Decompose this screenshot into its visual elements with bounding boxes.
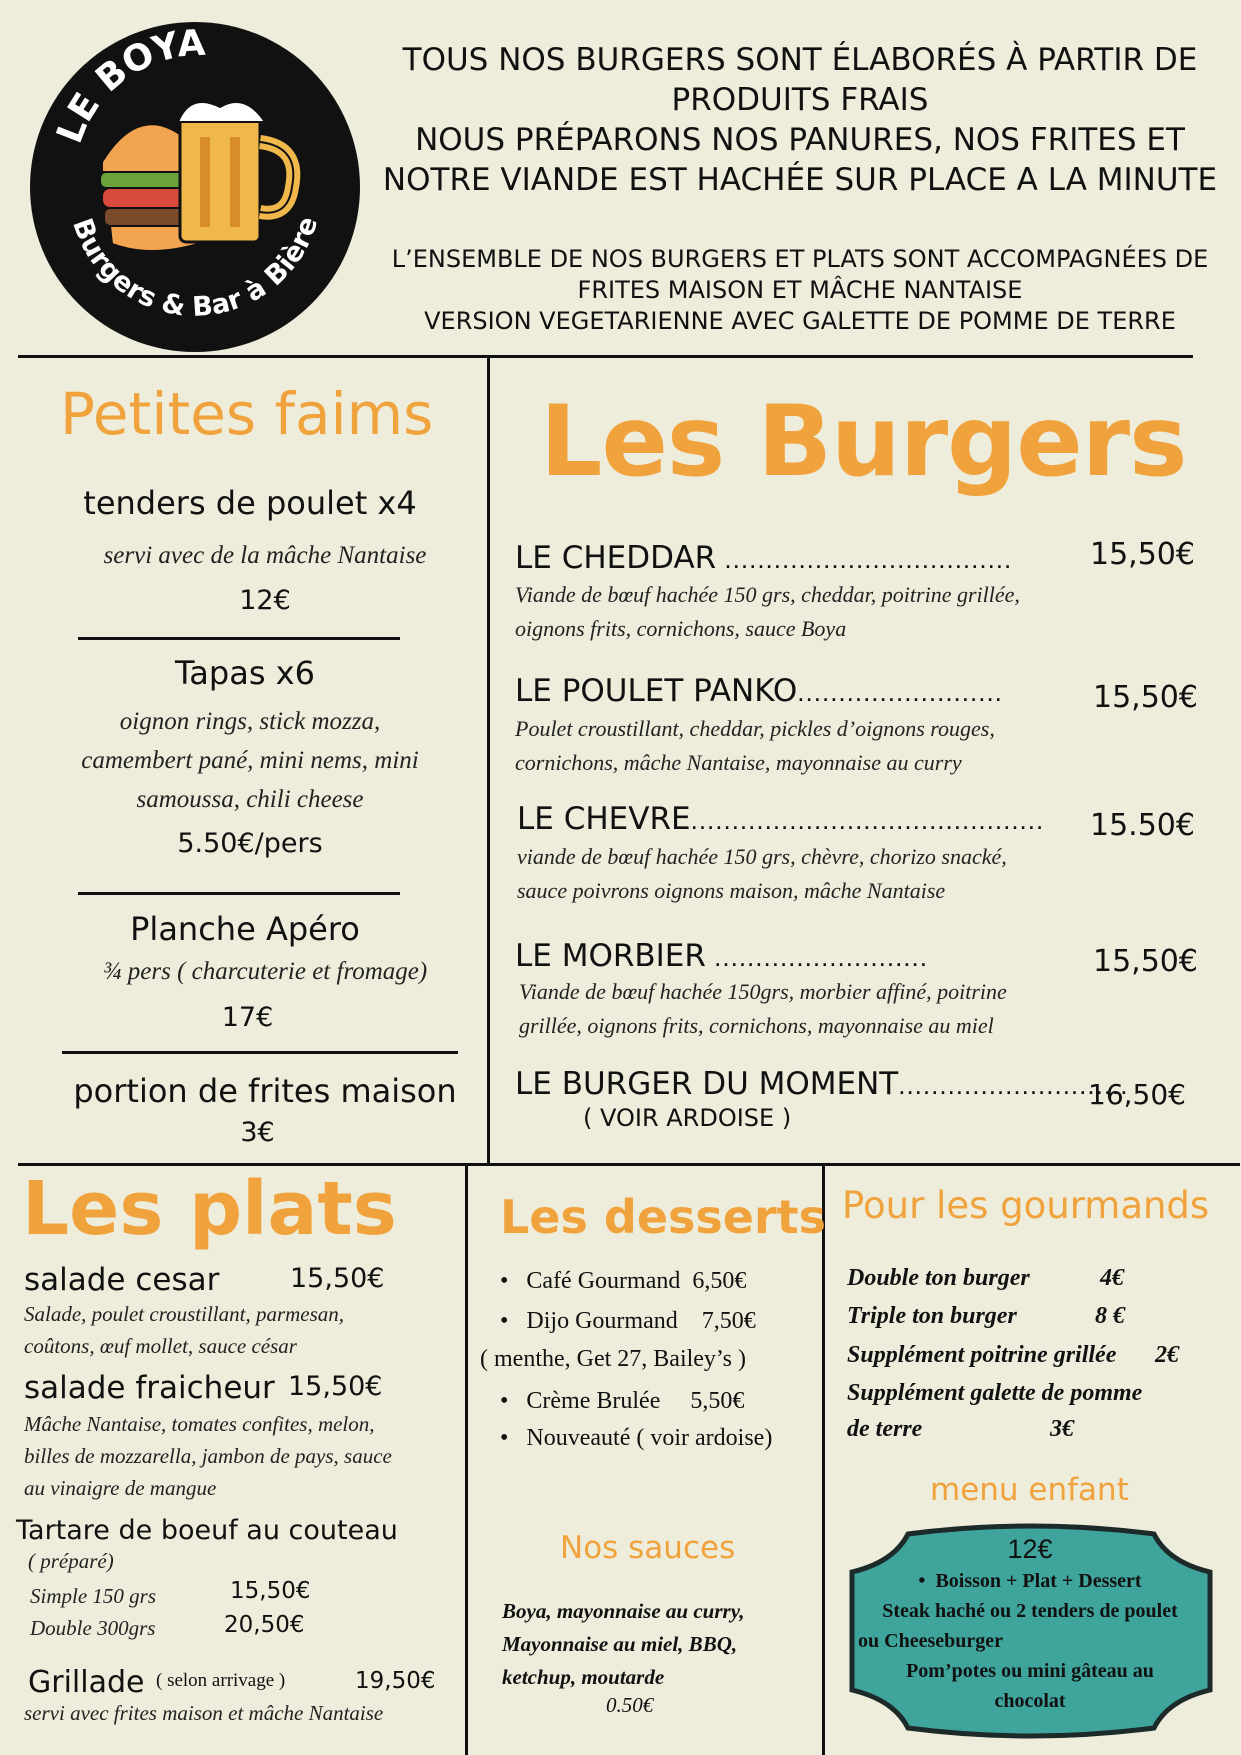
dessert-item	[500, 1268, 746, 1295]
divider-vertical-desserts	[822, 1163, 825, 1755]
sauces-title: Nos sauces	[560, 1530, 736, 1566]
burger-name: LE CHEDDAR	[515, 540, 717, 576]
intro-line: NOUS PRÉPARONS NOS PANURES, NOS FRITES ET	[415, 122, 1185, 158]
gourmand-price: 8 €	[1095, 1303, 1125, 1329]
desc-line: samoussa, chili cheese	[136, 786, 364, 813]
burger-name: LE MORBIER	[515, 938, 706, 974]
petites-faims-title: Petites faims	[60, 380, 434, 448]
desc-line: camembert pané, mini nems, mini	[81, 747, 419, 774]
burger-sub: ( VOIR ARDOISE )	[583, 1104, 792, 1132]
dessert-label: Café Gourmand	[526, 1268, 681, 1294]
burger-price: 15,50€	[1093, 944, 1198, 979]
burger-name: LE CHEVRE	[517, 801, 691, 837]
gourmands-title: Pour les gourmands	[842, 1184, 1210, 1227]
desc-line: sauce poivrons oignons maison, mâche Nantaise	[517, 878, 946, 903]
bullet-icon: •	[918, 1570, 936, 1592]
sauce-line: Boya, mayonnaise au curry,	[502, 1599, 745, 1623]
plat-grillade-name: Grillade	[28, 1665, 145, 1700]
plat-salade-fraicheur-name: salade fraicheur	[24, 1370, 275, 1406]
gourmand-label: Supplément poitrine grillée	[847, 1342, 1117, 1368]
intro-line: NOTRE VIANDE EST HACHÉE SUR PLACE A LA MINUTE	[382, 162, 1218, 198]
burger-poulet-panko	[515, 673, 1003, 709]
item-planche-desc: ¾ pers ( charcuterie et fromage)	[102, 958, 428, 985]
burger-price: 15,50€	[1090, 537, 1195, 572]
desc-line: Mâche Nantaise, tomates confites, melon,	[24, 1412, 375, 1436]
desc-line: oignons frits, cornichons, sauce Boya	[515, 616, 847, 641]
intro-line: PRODUITS FRAIS	[671, 82, 929, 118]
burger-dots: ...................................	[716, 544, 1013, 574]
logo	[30, 22, 360, 352]
gourmand-label: Supplément galette de pomme	[847, 1380, 1143, 1406]
plat-salade-cesar-price: 15,50€	[290, 1263, 385, 1294]
item-tapas-desc	[30, 702, 470, 819]
menu-enfant-line: chocolat	[994, 1690, 1066, 1712]
dessert-price: 7,50€	[701, 1308, 756, 1334]
burger-chevre	[517, 801, 1044, 837]
item-frites-price: 3€	[240, 1117, 275, 1148]
burger-price: 16,50€	[1088, 1078, 1186, 1111]
plat-grillade-desc: servi avec frites maison et mâche Nantaise	[24, 1701, 384, 1725]
item-tapas-price: 5.50€/pers	[177, 828, 323, 859]
desc-line: cornichons, mâche Nantaise, mayonnaise au curry	[515, 750, 962, 775]
desc-line: Salade, poulet croustillant, parmesan,	[24, 1302, 345, 1326]
sauce-line: Mayonnaise au miel, BBQ,	[502, 1632, 738, 1656]
dessert-price: 6,50€	[692, 1268, 747, 1294]
plat-salade-fraicheur-desc	[24, 1408, 459, 1504]
divider-pf-1	[78, 637, 400, 640]
logo-top-text: LE BOYA	[49, 22, 207, 149]
burger-morbier	[515, 938, 928, 974]
burger-dots: .........................	[797, 677, 1003, 707]
plat-tartare-name: Tartare de boeuf au couteau	[16, 1515, 398, 1546]
dessert-price: 5,50€	[690, 1388, 745, 1414]
intro-line: TOUS NOS BURGERS SONT ÉLABORÉS À PARTIR DE	[402, 42, 1198, 78]
desserts-title: Les desserts	[500, 1190, 827, 1244]
divider-vertical-plats	[465, 1163, 468, 1755]
dessert-dijo-note: ( menthe, Get 27, Bailey’s )	[480, 1346, 746, 1372]
gourmand-label: de terre	[847, 1416, 923, 1442]
intro-text	[380, 40, 1220, 200]
desc-line: billes de mozzarella, jambon de pays, sauce	[24, 1444, 392, 1468]
gourmand-label: Triple ton burger	[847, 1303, 1017, 1329]
plat-salade-cesar-desc	[24, 1298, 454, 1362]
item-tenders-price: 12€	[239, 585, 291, 616]
menu-enfant-line: Steak haché ou 2 tenders de poulet	[882, 1600, 1178, 1622]
plat-grillade-note: ( selon arrivage )	[156, 1670, 286, 1691]
menu-enfant-line-text: Boisson + Plat + Dessert	[935, 1570, 1142, 1592]
burger-price: 15.50€	[1090, 808, 1195, 843]
menu-enfant-line	[840, 1566, 1220, 1596]
intro-subline: VERSION VEGETARIENNE AVEC GALETTE DE POMME DE TERRE	[424, 307, 1176, 335]
plat-salade-cesar-name: salade cesar	[24, 1262, 220, 1298]
burger-price: 15,50€	[1093, 680, 1198, 715]
divider-pf-2	[78, 892, 400, 895]
gourmand-label: Double ton burger	[847, 1265, 1030, 1291]
desc-line: coûtons, œuf mollet, sauce césar	[24, 1334, 297, 1358]
gourmand-price: 4€	[1100, 1265, 1124, 1291]
divider-top	[18, 355, 1193, 358]
desc-line: viande de bœuf hachée 150 grs, chèvre, chorizo snacké,	[517, 844, 1007, 869]
divider-pf-3	[62, 1051, 458, 1054]
desc-line: grillée, oignons frits, cornichons, mayonnaise au miel	[519, 1013, 994, 1038]
intro-subtext	[380, 244, 1220, 337]
item-planche-price: 17€	[221, 1002, 274, 1033]
desc-line: Viande de bœuf hachée 150 grs, cheddar, poitrine grillée,	[515, 582, 1020, 607]
sauce-line: ketchup, moutarde	[502, 1665, 665, 1689]
menu-enfant-line: ou Cheeseburger	[858, 1630, 1003, 1652]
dessert-label: Nouveauté ( voir ardoise)	[526, 1425, 773, 1451]
gourmand-price: 2€	[1155, 1342, 1179, 1368]
item-frites-name: portion de frites maison	[73, 1072, 457, 1110]
burger-desc	[519, 975, 1219, 1043]
desc-line: oignon rings, stick mozza,	[119, 708, 381, 735]
burger-dots: ..........................	[705, 942, 928, 972]
dessert-item	[500, 1308, 756, 1335]
intro-subline: L’ENSEMBLE DE NOS BURGERS ET PLATS SONT ACCOMPAGNÉES DE	[391, 245, 1209, 273]
burger-name: LE BURGER DU MOMENT	[515, 1066, 899, 1102]
divider-vertical-main	[487, 355, 490, 1165]
burger-name: LE POULET PANKO	[515, 673, 798, 709]
dessert-label: Crème Brulée	[526, 1388, 661, 1414]
burger-du-moment	[515, 1066, 1129, 1102]
plat-tartare-option-label: Double 300grs	[30, 1616, 156, 1640]
dessert-label: Dijo Gourmand	[526, 1308, 678, 1334]
burger-dots: ...........................................	[690, 805, 1045, 835]
intro-subline: FRITES MAISON ET MÂCHE NANTAISE	[577, 276, 1023, 304]
sauces-price: 0.50€	[606, 1693, 654, 1717]
desc-line: au vinaigre de mangue	[24, 1476, 217, 1500]
dessert-item	[500, 1388, 744, 1415]
plat-tartare-option-label: Simple 150 grs	[30, 1584, 156, 1608]
plat-tartare-option-price: 15,50€	[230, 1578, 311, 1604]
item-tenders-desc: servi avec de la mâche Nantaise	[103, 542, 427, 569]
sauces-list	[502, 1595, 744, 1694]
menu-enfant-price: 12€	[1007, 1534, 1053, 1564]
beer-mug-icon	[178, 102, 293, 242]
item-planche-name: Planche Apéro	[130, 910, 360, 948]
menu-enfant-line: Pom’potes ou mini gâteau au	[906, 1660, 1154, 1682]
plat-tartare-sub: ( préparé)	[28, 1549, 114, 1573]
burgers-title: Les Burgers	[540, 385, 1187, 499]
desc-line: Poulet croustillant, cheddar, pickles d’oignons rouges,	[515, 716, 995, 741]
burger-cheddar	[515, 540, 1012, 576]
plats-title: Les plats	[22, 1166, 397, 1252]
menu-enfant-content	[840, 1532, 1220, 1716]
dessert-item	[500, 1425, 772, 1452]
burger-dots: ............................	[898, 1070, 1129, 1100]
plat-tartare-option-price: 20,50€	[224, 1612, 305, 1638]
menu-enfant-title: menu enfant	[930, 1472, 1129, 1508]
gourmand-price: 3€	[1050, 1416, 1074, 1442]
desc-line: Viande de bœuf hachée 150grs, morbier affiné, poitrine	[519, 979, 1007, 1004]
plat-grillade-price: 19,50€	[355, 1668, 436, 1694]
plat-salade-fraicheur-price: 15,50€	[288, 1371, 383, 1402]
burger-desc	[517, 840, 1217, 908]
item-tapas-name: Tapas x6	[175, 654, 315, 692]
logo-bottom-text: Burgers & Bar à Bière	[66, 212, 325, 324]
burger-desc	[515, 578, 1215, 646]
logo-graphic	[30, 22, 360, 352]
item-tenders-name: tenders de poulet x4	[83, 484, 417, 522]
burger-desc	[515, 712, 1215, 780]
